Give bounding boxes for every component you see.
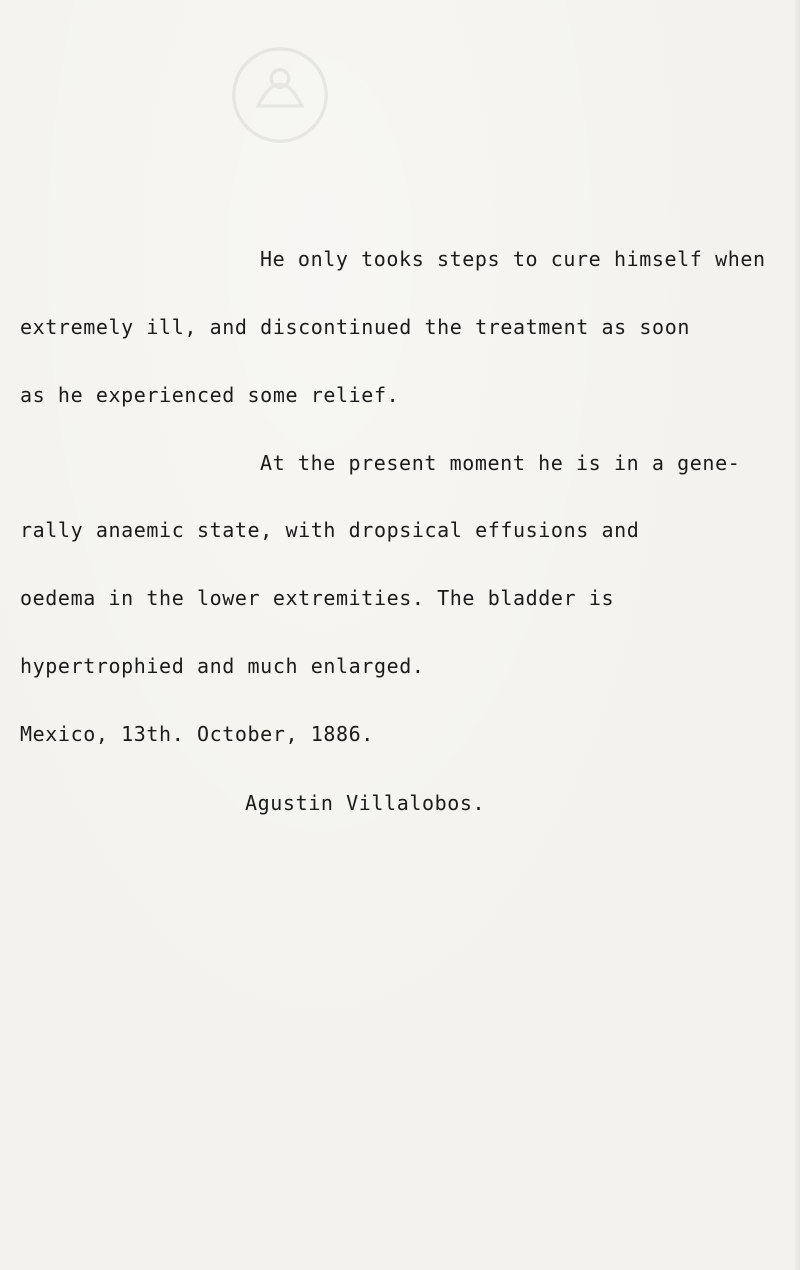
- paragraph-1-line-3: as he experienced some relief.: [20, 383, 400, 407]
- page-edge-shadow: [794, 0, 800, 1270]
- crest-watermark-icon: [225, 40, 335, 150]
- paragraph-2-line-4: hypertrophied and much enlarged.: [20, 654, 425, 678]
- paragraph-2-line-3: oedema in the lower extremities. The bladder is: [20, 586, 615, 610]
- paragraph-1-line-2: extremely ill, and discontinued the treatment as soon: [20, 315, 690, 339]
- place-and-date: Mexico, 13th. October, 1886.: [20, 722, 374, 746]
- signature-name: Agustin Villalobos.: [245, 791, 486, 815]
- paragraph-2-line-1: At the present moment he is in a gene-: [260, 451, 741, 475]
- paragraph-1-line-1: He only tooks steps to cure himself when: [260, 247, 766, 271]
- paragraph-2-line-2: rally anaemic state, with dropsical effusions and: [20, 518, 640, 542]
